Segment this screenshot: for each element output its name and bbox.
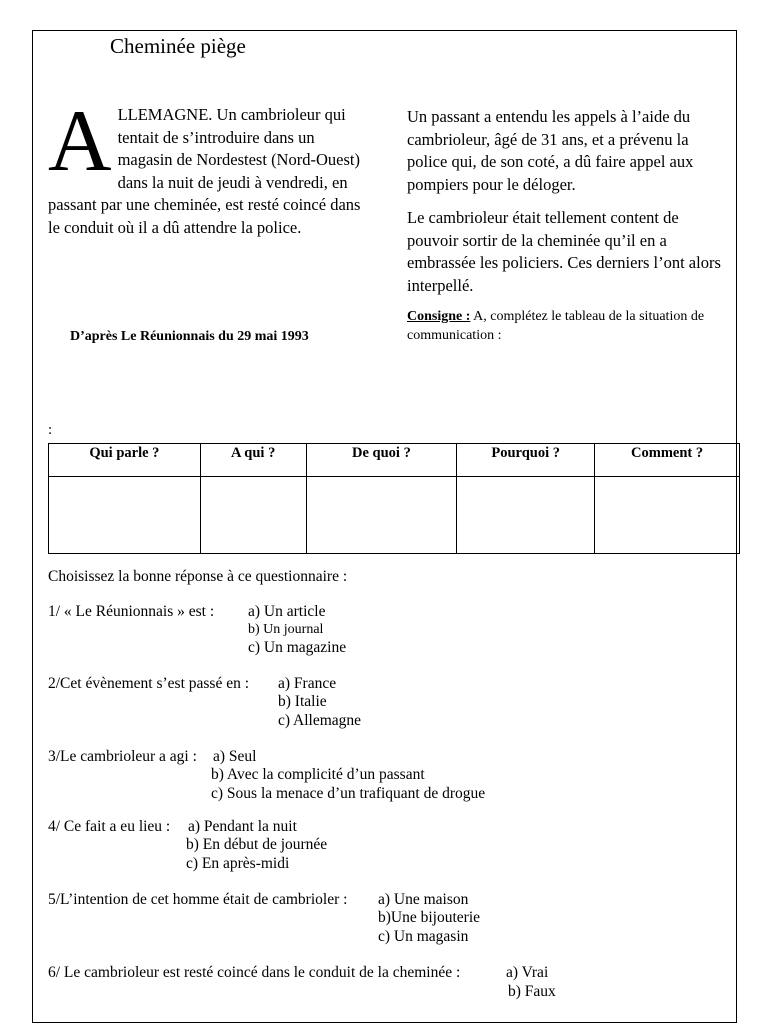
table-answer-row: [49, 477, 740, 554]
cell-de-quoi[interactable]: [306, 477, 457, 554]
question-2-option-b[interactable]: b) Italie: [278, 693, 327, 710]
cell-a-qui[interactable]: [200, 477, 306, 554]
consigne-label: Consigne :: [407, 309, 471, 324]
header-comment: Comment ?: [595, 444, 740, 477]
question-6-prompt: 6/ Le cambrioleur est resté coincé dans le conduit de la cheminée :: [48, 964, 461, 981]
question-6-option-b[interactable]: b) Faux: [508, 983, 556, 1000]
question-4-option-c[interactable]: c) En après-midi: [186, 855, 290, 872]
question-2-option-a[interactable]: a) France: [278, 675, 337, 692]
question-2-prompt: 2/Cet évènement s’est passé en :: [48, 675, 250, 692]
question-5-prompt: 5/L’intention de cet homme était de cambrioler :: [48, 891, 348, 908]
question-3-option-a[interactable]: a) Seul: [213, 748, 257, 765]
question-4-option-b[interactable]: b) En début de journée: [186, 836, 328, 853]
consigne: [407, 308, 729, 345]
question-1-option-c[interactable]: c) Un magazine: [248, 639, 347, 656]
article-paragraph-2: Le cambrioleur était tellement content de pouvoir sortir de la cheminée qu’il en a embrassée les policiers. Ces derniers l’ont alors interpellé.: [407, 208, 721, 295]
question-6-option-a[interactable]: a) Vrai: [506, 964, 549, 981]
question-5-option-a[interactable]: a) Une maison: [378, 891, 469, 908]
cell-comment[interactable]: [595, 477, 740, 554]
question-4-option-a[interactable]: a) Pendant la nuit: [188, 818, 297, 835]
drop-cap: A: [48, 93, 112, 190]
header-de-quoi: De quoi ?: [306, 444, 457, 477]
communication-table: [48, 443, 740, 554]
question-3-prompt: 3/Le cambrioleur a agi :: [48, 748, 197, 765]
article-right-column: [407, 106, 729, 345]
consigne-text: A, complétez le tableau de la situation de communication :: [407, 309, 705, 343]
question-1-option-b[interactable]: b) Un journal: [248, 622, 324, 637]
question-2-option-c[interactable]: c) Allemagne: [278, 712, 362, 729]
document-title: Cheminée piège: [110, 34, 246, 58]
article-left-text: LLEMAGNE. Un cambrioleur qui tentait de s’introduire dans un magasin de Nordestest (Nord-Ouest) dans la nuit de jeudi à vendredi, en passant par une cheminée, est resté coincé dans le conduit où il a dû attendre la police.: [48, 105, 361, 237]
cell-qui-parle[interactable]: [49, 477, 201, 554]
article-paragraph-1: Un passant a entendu les appels à l’aide du cambrioleur, âgé de 31 ans, et a prévenu la police qui, de son coté, a dû faire appel aux pompiers pour le déloger.: [407, 107, 694, 194]
question-4-prompt: 4/ Ce fait a eu lieu :: [48, 818, 171, 835]
article-source: D’après Le Réunionnais du 29 mai 1993: [70, 329, 309, 344]
quiz-intro: Choisissez la bonne réponse à ce questionnaire :: [48, 568, 348, 585]
table-colon: :: [48, 422, 53, 438]
question-3-option-b[interactable]: b) Avec la complicité d’un passant: [211, 766, 425, 783]
header-qui-parle: Qui parle ?: [49, 444, 201, 477]
question-3-option-c[interactable]: c) Sous la menace d’un trafiquant de drogue: [211, 785, 486, 802]
article-left-column: [48, 93, 366, 239]
table-header-row: [49, 444, 740, 477]
question-1-option-a[interactable]: a) Un article: [248, 603, 326, 620]
question-5-option-c[interactable]: c) Un magasin: [378, 928, 469, 945]
header-pourquoi: Pourquoi ?: [457, 444, 595, 477]
question-5-option-b[interactable]: b)Une bijouterie: [378, 909, 481, 926]
question-1-prompt: 1/ « Le Réunionnais » est :: [48, 603, 215, 620]
header-a-qui: A qui ?: [200, 444, 306, 477]
cell-pourquoi[interactable]: [457, 477, 595, 554]
